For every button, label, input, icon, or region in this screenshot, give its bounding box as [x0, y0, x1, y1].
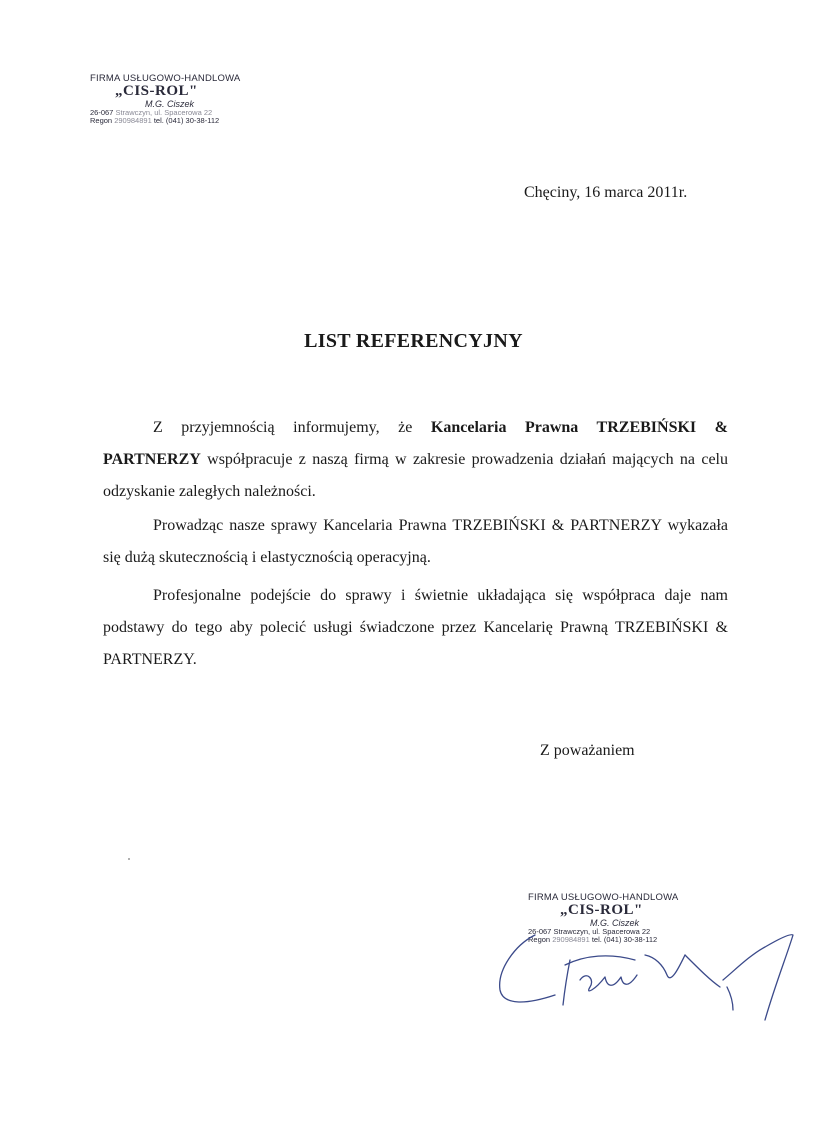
handwritten-signature: [495, 925, 805, 1035]
paragraph-1: Z przyjemnością informujemy, że Kancelaria Prawna TRZEBIŃSKI & PARTNERZY współpracuje z naszą firmą w zakresie prowadzenia działań mających na celu odzyskanie zaległych należności.: [103, 419, 728, 500]
closing-phrase: Z poważaniem: [540, 742, 635, 759]
document-title: LIST REFERENCYJNY: [304, 330, 523, 352]
stamp-owner: M.G. Ciszek: [145, 98, 195, 109]
stamp-company-type: FIRMA USŁUGOWO-HANDLOWA: [90, 73, 241, 84]
stamp-address: 26-067 Strawczyn, ul. Spacerowa 22: [528, 927, 651, 937]
stamp-company-name: „CIS-ROL": [560, 901, 643, 918]
date-line: Chęciny, 16 marca 2011r.: [524, 184, 688, 201]
stamp-regon-phone: Regon 290984891 tel. (041) 30-38-112: [528, 935, 658, 945]
paragraph-3: Profesjonalne podejście do sprawy i świetnie układająca się współpraca daje nam podstawy do tego aby polecić usługi świadczone przez Kancelarię Prawną TRZEBIŃSKI & PARTNERZY.: [103, 587, 728, 668]
stamp-regon-phone: Regon 290984891 tel. (041) 30-38-112: [90, 116, 220, 126]
stamp-owner: M.G. Ciszek: [590, 917, 640, 928]
stamp-company-type: FIRMA USŁUGOWO-HANDLOWA: [528, 892, 679, 903]
letterhead-stamp-top: [90, 74, 240, 125]
paragraph-2: Prowadząc nasze sprawy Kancelaria Prawna TRZEBIŃSKI & PARTNERZY wykazała się dużą skutecznością i elastycznością operacyjną.: [103, 517, 728, 566]
law-firm-name: Kancelaria Prawna TRZEBIŃSKI & PARTNERZY: [103, 419, 728, 468]
scan-speck: [128, 858, 130, 860]
stamp-address: 26-067 Strawczyn, ul. Spacerowa 22: [90, 108, 213, 118]
stamp-company-name: „CIS-ROL": [115, 82, 198, 99]
